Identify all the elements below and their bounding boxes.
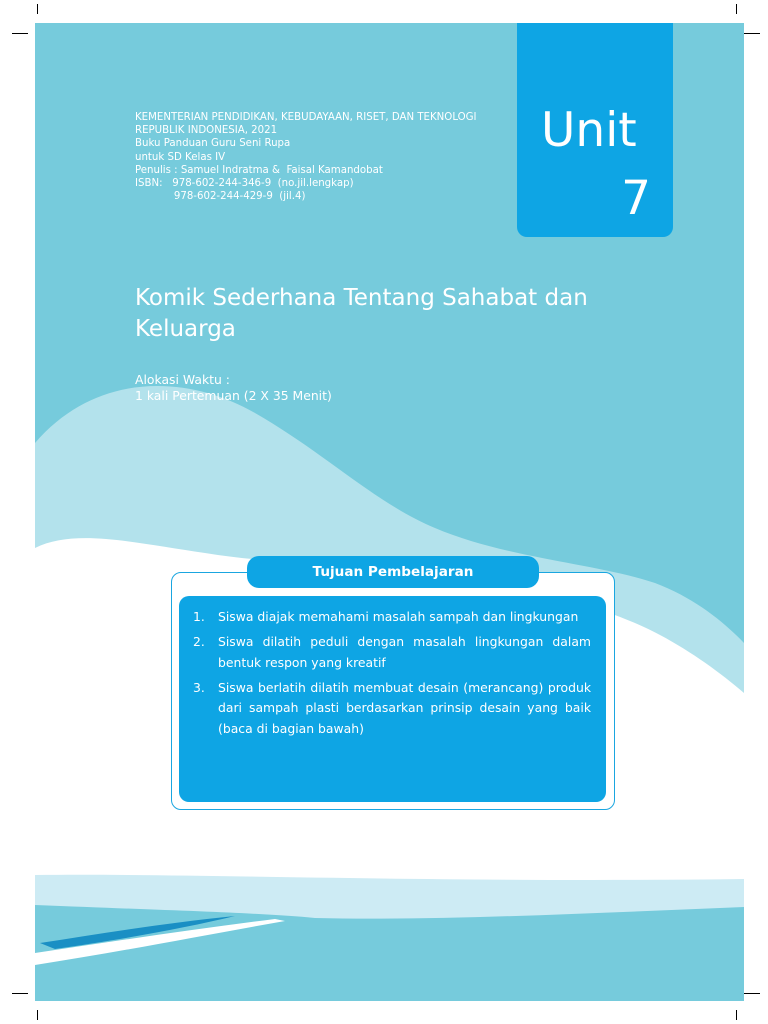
publisher-info bbox=[135, 111, 477, 203]
item-text: Siswa berlatih dilatih membuat desain (merancang) produk dari sampah plasti berdasarkan prinsip desain yang baik (baca di bagian bawah) bbox=[218, 679, 591, 736]
item-text: Siswa diajak memahami masalah sampah dan lingkungan bbox=[218, 609, 579, 624]
objectives-box bbox=[179, 596, 606, 802]
list-item bbox=[193, 632, 591, 673]
chapter-cover-page bbox=[35, 23, 744, 1001]
publisher-line: REPUBLIK INDONESIA, 2021 bbox=[135, 125, 278, 137]
crop-mark bbox=[736, 4, 737, 14]
allocation-value: 1 kali Pertemuan (2 X 35 Menit) bbox=[135, 388, 332, 403]
publisher-line: 978-602-244-429-9 (jil.4) bbox=[135, 191, 306, 203]
list-item bbox=[193, 607, 591, 628]
unit-label: Unit bbox=[541, 103, 637, 158]
publisher-line: untuk SD Kelas IV bbox=[135, 151, 226, 163]
crop-mark bbox=[37, 4, 38, 14]
publisher-line: Buku Panduan Guru Seni Rupa bbox=[135, 138, 291, 150]
item-number: 3. bbox=[193, 679, 205, 695]
unit-number: 7 bbox=[621, 171, 651, 226]
time-allocation bbox=[135, 372, 332, 404]
chapter-title: Komik Sederhana Tentang Sahabat dan Keluarga bbox=[135, 285, 588, 342]
publisher-line: ISBN: 978-602-244-346-9 (no.jil.lengkap) bbox=[135, 178, 354, 190]
crop-mark bbox=[744, 33, 760, 34]
item-number: 1. bbox=[193, 609, 205, 624]
crop-mark bbox=[12, 33, 28, 34]
item-number: 2. bbox=[193, 634, 205, 649]
publisher-line: Penulis : Samuel Indratma & Faisal Kamandobat bbox=[135, 164, 383, 176]
item-text: Siswa dilatih peduli dengan masalah lingkungan dalam bentuk respon yang kreatif bbox=[218, 634, 591, 670]
objectives-list bbox=[193, 607, 591, 744]
list-item bbox=[193, 678, 591, 740]
publisher-line: KEMENTERIAN PENDIDIKAN, KEBUDAYAAN, RISET, DAN TEKNOLOGI bbox=[135, 112, 477, 123]
crop-mark bbox=[736, 1010, 737, 1020]
unit-badge bbox=[517, 23, 673, 237]
crop-mark bbox=[37, 1010, 38, 1020]
allocation-label: Alokasi Waktu : bbox=[135, 372, 230, 387]
crop-mark bbox=[12, 993, 28, 994]
crop-mark bbox=[744, 993, 760, 994]
objectives-heading: Tujuan Pembelajaran bbox=[247, 556, 539, 588]
